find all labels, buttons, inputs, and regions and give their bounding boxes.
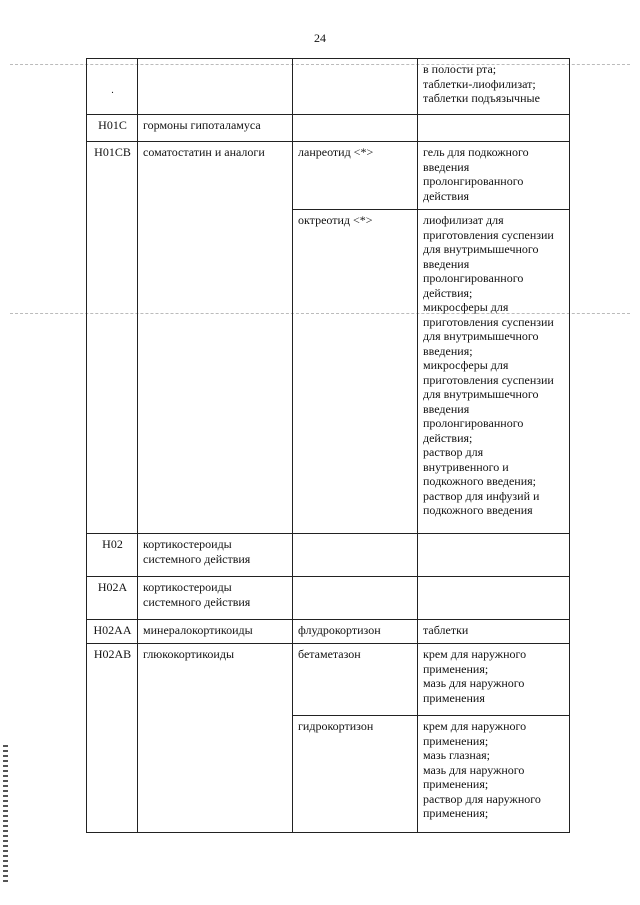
drug-table — [86, 58, 570, 833]
group-name-cell: кортикостероиды системного действия — [138, 534, 293, 577]
atc-code-cell: H02AB — [87, 644, 138, 716]
dosage-form-cell: крем для наружного применения; мазь для наружного применения — [418, 644, 570, 716]
drug-name-cell — [293, 115, 418, 142]
group-name-cell — [138, 210, 293, 534]
dosage-form-cell: лиофилизат для приготовления суспензии для внутримышечного введения пролонгированного действия; микросферы для приготовления суспензии для внутримышечного введения; микросферы для приготовления суспензии для внутримышечного введения пролонгированного действия; раствор для внутривенного и подкожного введения; раствор для инфузий и подкожного введения — [418, 210, 570, 534]
atc-code-cell: . — [87, 59, 138, 115]
drug-name-cell: бетаметазон — [293, 644, 418, 716]
table-row — [87, 210, 570, 534]
dosage-form-cell: в полости рта; таблетки-лиофилизат; таблетки подъязычные — [418, 59, 570, 115]
dosage-form-cell: гель для подкожного введения пролонгированного действия — [418, 142, 570, 210]
atc-code-cell — [87, 210, 138, 534]
page-number: 24 — [314, 31, 326, 45]
group-name-cell: гормоны гипоталамуса — [138, 115, 293, 142]
dosage-form-cell: таблетки — [418, 620, 570, 644]
group-name-cell: глюкокортикоиды — [138, 644, 293, 716]
table-row — [87, 644, 570, 716]
drug-name-cell: октреотид <*> — [293, 210, 418, 534]
table-row — [87, 115, 570, 142]
atc-code-cell: H01CB — [87, 142, 138, 210]
dosage-form-cell — [418, 115, 570, 142]
group-name-cell: минералокортикоиды — [138, 620, 293, 644]
drug-name-cell: ланреотид <*> — [293, 142, 418, 210]
group-name-cell — [138, 59, 293, 115]
drug-name-cell — [293, 534, 418, 577]
atc-code-cell: H02 — [87, 534, 138, 577]
dosage-form-cell: крем для наружного применения; мазь глазная; мазь для наружного применения; раствор для наружного применения; — [418, 716, 570, 833]
table-row — [87, 534, 570, 577]
dosage-form-cell — [418, 534, 570, 577]
dosage-form-cell — [418, 577, 570, 620]
table-row — [87, 620, 570, 644]
table-row — [87, 716, 570, 833]
atc-code-cell — [87, 716, 138, 833]
table-row — [87, 59, 570, 115]
atc-code-cell: H01C — [87, 115, 138, 142]
group-name-cell — [138, 716, 293, 833]
drug-name-cell — [293, 577, 418, 620]
group-name-cell: кортикостероиды системного действия — [138, 577, 293, 620]
table-row — [87, 142, 570, 210]
drug-name-cell: флудрокортизон — [293, 620, 418, 644]
drug-name-cell: гидрокортизон — [293, 716, 418, 833]
drug-name-cell — [293, 59, 418, 115]
atc-code-cell: H02A — [87, 577, 138, 620]
scan-edge-mark — [3, 745, 8, 885]
table-row — [87, 577, 570, 620]
group-name-cell: соматостатин и аналоги — [138, 142, 293, 210]
atc-code-cell: H02AA — [87, 620, 138, 644]
